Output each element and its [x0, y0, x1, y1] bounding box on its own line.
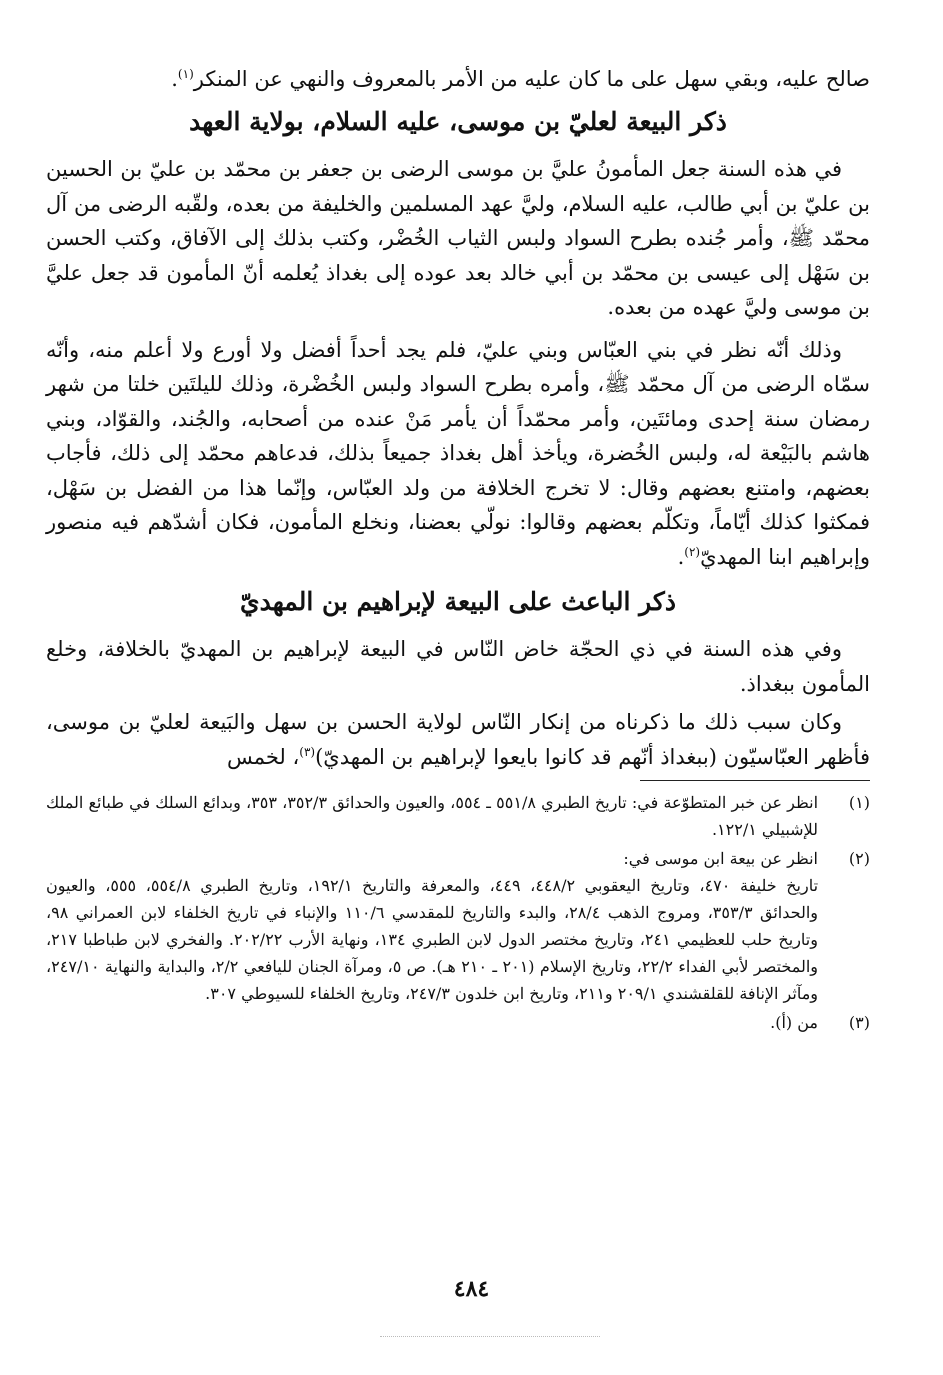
footnote-divider — [640, 780, 870, 781]
footnote-ref-1: (١) — [177, 67, 194, 81]
footnote-line: تاريخ خليفة ٤٧٠، وتاريخ اليعقوبي ٤٤٨/٢، ٤٤٩، والمعرفة والتاريخ ١٩٢/١، وتاريخ الطبري ٥٥٤/٨، ٥٥٥، والعيون والحدائق ٣٥٣/٣، ومروج الذهب ٢٨/٤، والبدء والتاريخ للمقدسي ١١٠/٦ والإنباء في تاريخ الخلفاء لابن العمراني ٩٨، وتاريخ حلب للعظيمي ٢٤١، وتاريخ مختصر الدول لابن الطبري ١٣٤، ونهاية الأرب ٢٠٢/٢٢. والفخري لابن طباطبا ٢١٧، والمختصر لأبي الفداء ٢٢/٢، وتاريخ الإسلام (٢٠١ ـ ٢١٠ هـ). ص ٥، ومرآة الجنان لليافعي ٢/٢، والبداية والنهاية ٢٤٧/١٠، ومآثر الإنافة للقلقشندي ٢٠٩/١ و٢١١، وتاريخ ابن خلدون ٢٤٧/٣، وتاريخ الخلفاء للسيوطي ٣٠٧. — [46, 876, 819, 1003]
footnote-1 — [46, 789, 870, 843]
footnote-line: انظر عن بيعة ابن موسى في: — [623, 849, 818, 868]
footnote-number: (٣) — [848, 1013, 870, 1032]
paragraph-1: في هذه السنة جعل المأمونُ عليَّ بن موسى الرضى بن جعفر بن محمّد بن عليّ بن الحسين بن عليّ بن أبي طالب، عليه السلام، وليَّ عهد المسلمين والخليفة من بعده، ولقّبه الرضى من آل محمّد ﷺ، وأمر جُنده بطرح السواد ولبس الثياب الخُضْر، وكتب بذلك إلى الآفاق، وكتب الحسن بن سَهْل إلى عيسى بن محمّد بن أبي خالد بعد عوده إلى بغداذ يُعلمه أنّ المأمون قد جعل عليَّ بن موسى وليَّ عهده من بعده. — [46, 157, 870, 319]
footnote-line: انظر عن خبر المتطوّعة في: تاريخ الطبري ٥٥١/٨ ـ ٥٥٤، والعيون والحدائق ٣٥٢/٣، ٣٥٣، وبدائع السلك في طبائع الملك للإشبيلي ١٢٢/١. — [46, 793, 819, 839]
section-heading-1: ذكر البيعة لعليّ بن موسى، عليه السلام، بولاية العهد — [189, 107, 727, 136]
paragraph-2-text: وذلك أنّه نظر في بني العبّاس وبني عليّ، فلم يجد أحداً أفضل ولا أورع ولا أعلم منه، وأنّه سمّاه الرضى من آل محمّد ﷺ، وأمره بطرح السواد ولبس الخُضْرة، وذلك لليلتَين خلتا من شهر رمضان سنة إحدى ومائتَين، وأمر محمّداً أن يأمر مَنْ عنده من أصحابه، والجُند، والقوّاد، وبني هاشم بالبَيْعة له، ولبس الخُضرة، ويأخذ أهل بغداذ جميعاً بذلك، فدعاهم محمّد إلى ذلك، فأجاب بعضهم، وامتنع بعضهم وقال: لا تخرج الخلافة من ولد العبّاس، وإنّما هذا من الفضل بن سَهْل، فمكثوا كذلك أيّاماً، وتكلّم بعضهم وقالوا: نولّي بعضنا، ونخلع المأمون، فكان أشدّهم فيه منصور وإبراهيم ابنا المهديّ — [46, 337, 870, 569]
footnote-2 — [46, 845, 870, 1007]
paragraph-4-tail: ، لخمس — [226, 744, 300, 769]
footnote-number: (٢) — [848, 849, 870, 868]
footnote-3 — [46, 1009, 870, 1036]
scan-artifact-divider — [380, 1336, 600, 1339]
footnote-ref-3: (٣) — [299, 744, 316, 759]
page-number: ٤٨٤ — [453, 1276, 490, 1302]
opening-text: صالح عليه، وبقي سهل على ما كان عليه من الأمر بالمعروف والنهي عن المنكر — [193, 67, 870, 91]
page-body — [46, 62, 870, 1038]
paragraph-3: وفي هذه السنة في ذي الحجّة خاض النّاس في البيعة لإبراهيم بن المهديّ بالخلافة، وخلع المأمون ببغداذ. — [46, 637, 870, 696]
footnote-text — [46, 789, 818, 843]
section-heading-2: ذكر الباعث على البيعة لإبراهيم بن المهديّ — [240, 587, 676, 616]
footnote-line: من (أ). — [770, 1013, 818, 1032]
paragraph-4 — [46, 705, 870, 774]
footnote-text — [46, 1009, 818, 1036]
footnote-number: (١) — [848, 793, 870, 812]
footnote-text — [46, 845, 818, 1007]
paragraph-2: وذلك أنّه نظر في بني العبّاس وبني عليّ، فلم يجد أحداً أفضل ولا أورع ولا أعلم منه، وأنّه سمّاه الرضى من آل محمّد ﷺ، وأمره بطرح السواد ولبس الخُضْرة، وذلك لليلتَين خلتا من شهر رمضان سنة إحدى ومائتَين، وأمر محمّداً أن يأمر مَنْ عنده من أصحابه، والجُند، والقوّاد، وبني هاشم بالبَيْعة له، ولبس الخُضرة، ويأخذ أهل بغداذ جميعاً بذلك، فدعاهم محمّد إلى ذلك، فأجاب بعضهم، وامتنع بعضهم وقال: لا تخرج الخلافة من ولد العبّاس، وإنّما هذا من الفضل بن سَهْل، فمكثوا كذلك أيّاماً، وتكلّم بعضهم وقالوا: نولّي بعضنا، ونخلع المأمون، فكان أشدّهم فيه منصور وإبراهيم ابنا المهديّ$^{(٢)}$. — [46, 337, 870, 569]
opening-line: صالح عليه، وبقي سهل على ما كان عليه من الأمر بالمعروف والنهي عن المنكر$^{(١)}$. — [171, 67, 870, 91]
paragraph-4-text: وكان سبب ذلك ما ذكرناه من إنكار النّاس لولاية الحسن بن سهل والبَيعة لعليّ بن موسى، فأظهر العبّاسيّون (ببغداذ أنّهم قد كانوا بايعوا لإبراهيم بن المهديّ) — [46, 710, 870, 769]
footnote-ref-2: (٢) — [684, 544, 701, 559]
footnotes — [46, 789, 870, 1036]
